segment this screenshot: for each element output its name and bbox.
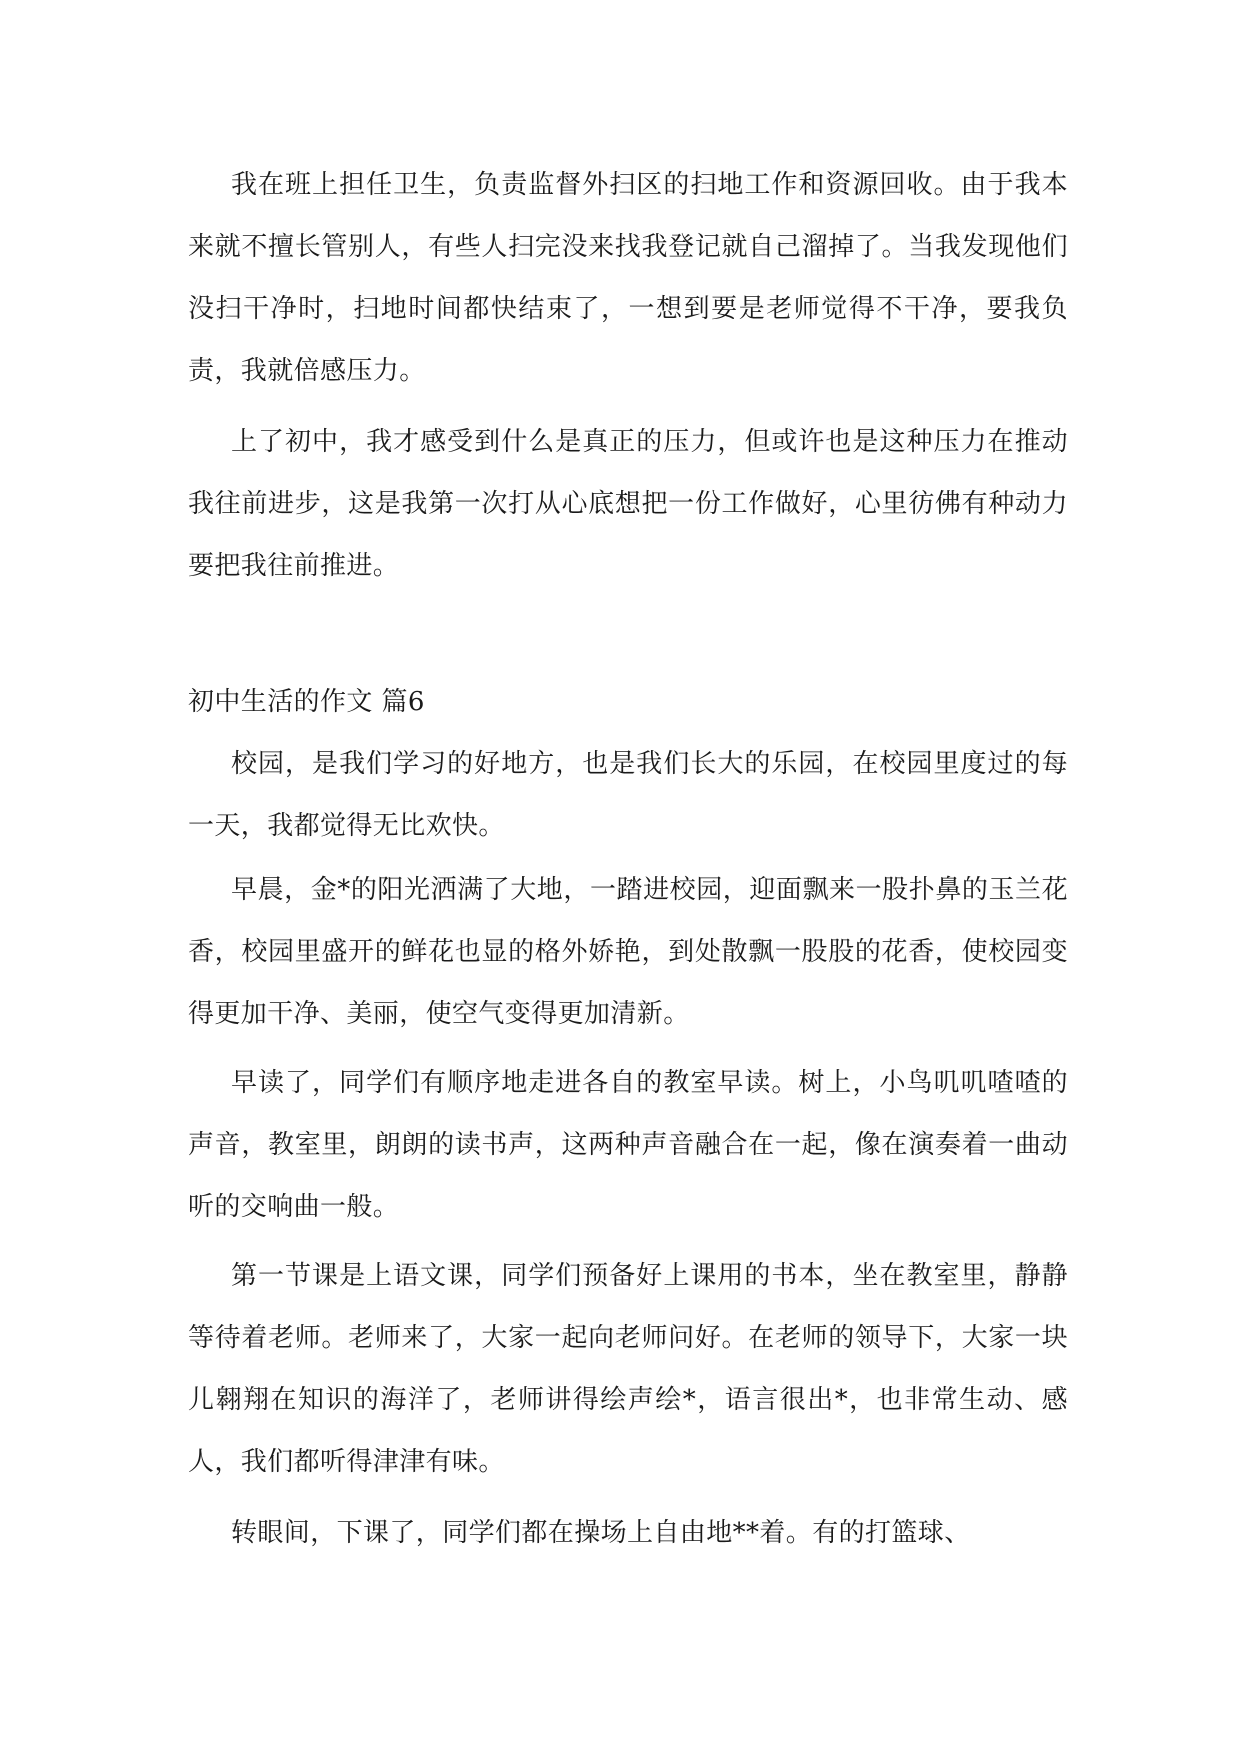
paragraph: 我在班上担任卫生，负责监督外扫区的扫地工作和资源回收。由于我本来就不擅长管别人，有些人扫完没来找我登记就自己溜掉了。当我发现他们没扫干净时，扫地时间都快结束了，一想到要是老师觉得不干净，要我负责，我就倍感压力。 bbox=[188, 170, 1068, 386]
paragraph: 早晨，金*的阳光洒满了大地，一踏进校园，迎面飘来一股扑鼻的玉兰花香，校园里盛开的鲜花也显的格外娇艳，到处散飘一股股的花香，使校园变得更加干净、美丽，使空气变得更加清新。 bbox=[188, 875, 1068, 1029]
paragraph: 校园，是我们学习的好地方，也是我们长大的乐园，在校园里度过的每一天，我都觉得无比欢快。 bbox=[188, 749, 1068, 841]
paragraph: 第一节课是上语文课，同学们预备好上课用的书本，坐在教室里，静静等待着老师。老师来了，大家一起向老师问好。在老师的领导下，大家一块儿翱翔在知识的海洋了，老师讲得绘声绘*，语言很出*，也非常生动、感人，我们都听得津津有味。 bbox=[188, 1261, 1068, 1477]
paragraph: 早读了，同学们有顺序地走进各自的教室早读。树上，小鸟叽叽喳喳的声音，教室里，朗朗的读书声，这两种声音融合在一起，像在演奏着一曲动听的交响曲一般。 bbox=[188, 1068, 1068, 1222]
paragraph: 转眼间，下课了，同学们都在操场上自由地**着。有的打篮球、 bbox=[231, 1518, 971, 1548]
section-heading: 初中生活的作文 篇6 bbox=[188, 687, 425, 717]
paragraph: 上了初中，我才感受到什么是真正的压力，但或许也是这种压力在推动我往前进步，这是我第一次打从心底想把一份工作做好，心里彷佛有种动力要把我往前推进。 bbox=[188, 427, 1068, 581]
